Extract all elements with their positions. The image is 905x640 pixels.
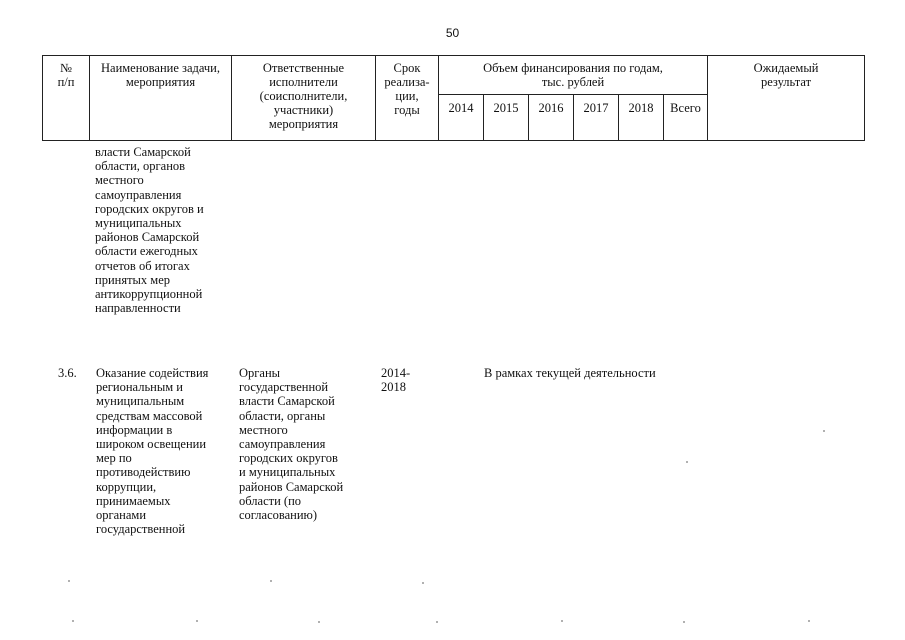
table-header [42,55,865,141]
continuation-text: власти Самарской области, органов местного самоуправления городских округов и муниципальных районов Самарской области ежегодных отчетов об итогах принятых мер антикоррупционной направленности [95,145,204,316]
scan-speck [72,620,74,622]
header-number: № п/п [57,61,75,89]
scan-speck [808,620,810,622]
row-number: 3.6. [58,366,77,380]
header-result: Ожидаемый результат [753,61,819,89]
row-responsible: Органы государственной власти Самарской области, органы местного самоуправления городских округов и муниципальных районов Самарской области (по согласованию) [239,366,344,523]
header-right-border [864,55,865,141]
scan-speck [686,461,688,463]
header-task-name: Наименование задачи, мероприятия [101,61,220,89]
year-2015: 2015 [493,101,519,115]
scan-speck [823,430,825,432]
header-top-border [42,55,865,56]
scan-speck [422,582,424,584]
scan-speck [561,620,563,622]
header-responsible: Ответственные исполнители (соисполнители, участники) мероприятия [259,61,348,131]
scan-speck [68,580,70,582]
year-2017: 2017 [583,101,609,115]
scan-speck [683,621,685,623]
scan-speck [318,621,320,623]
scan-speck [196,620,198,622]
row-task-name: Оказание содействия региональным и муниципальным средствам массовой информации в широком освещении мер по противодействию коррупции, принимаемых органами государственной [96,366,209,537]
header-bottom-border [42,140,865,141]
header-financing: Объем финансирования по годам, тыс. рублей [483,61,663,89]
header-term: Срок реализа- ции, годы [384,61,430,117]
scan-speck [270,580,272,582]
scan-speck [436,621,438,623]
year-2016: 2016 [538,101,564,115]
row-financing: В рамках текущей деятельности [484,366,656,380]
page-number: 50 [445,26,460,40]
year-2014: 2014 [448,101,474,115]
year-total: Всего [670,101,701,115]
year-2018: 2018 [628,101,654,115]
row-term: 2014- 2018 [381,366,411,395]
